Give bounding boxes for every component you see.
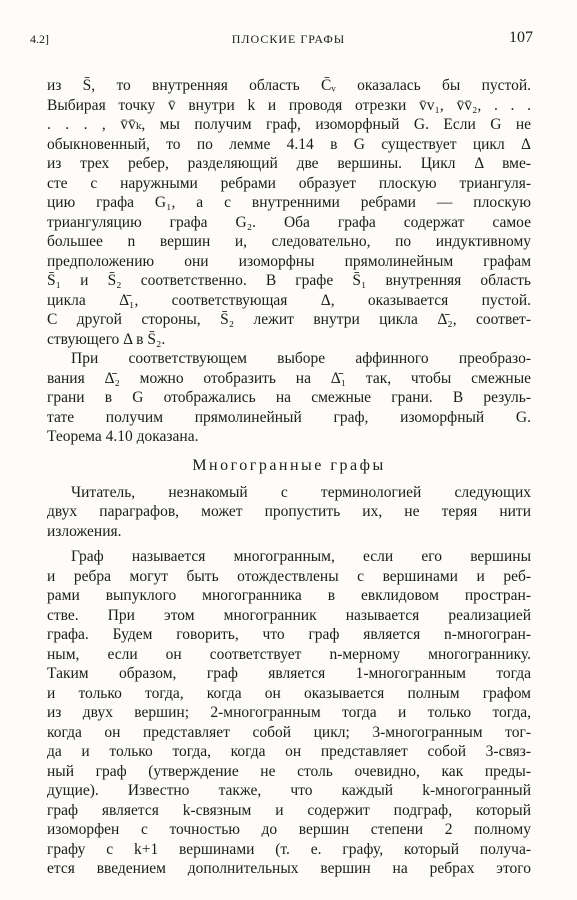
text-line: обыкновенный, то по лемме 4.14 в G существует цикл Δ [47, 135, 531, 153]
text-line: Выбирая точку v̄ внутри k и проводя отрезки v̄v₁, v̄v̄₂, . . . [47, 96, 531, 114]
text-line: из S̄, то внутренняя область C̄ᵥ оказалась бы пустой. [47, 77, 531, 94]
text-line: тате получим прямолинейный граф, изоморфный G. [47, 408, 531, 426]
text-line: изоморфен с точностью до вершин степени 2 полному [47, 821, 531, 838]
running-title: ПЛОСКИЕ ГРАФЫ [231, 32, 346, 46]
text-line: из двух вершин; 2-многогранным тогда и только тогда, [47, 704, 531, 721]
text-line: грани в G отображались на смежные грани. В резуль- [47, 389, 531, 406]
text-line: ным, если он соответствует n-мерному многограннику. [47, 645, 531, 663]
text-line: При соответствующем выборе аффинного преобразо- [71, 350, 531, 367]
text-line: и ребра могут быть отождествлены с вершинами и реб- [47, 567, 531, 585]
text-line: большее n вершин и, следовательно, по индуктивному [47, 233, 531, 250]
text-line: и только тогда, когда он оказывается полным графом [47, 684, 531, 702]
paragraph [47, 76, 531, 349]
page-body [47, 76, 531, 879]
text-line: ствующего Δ в S̄₂. [47, 330, 166, 348]
section-number: 4.2] [30, 32, 49, 46]
text-line: ный граф (утверждение не столь очевидно, как преды- [47, 762, 531, 780]
text-line: графу с k+1 вершинами (т. е. графу, который получа- [47, 840, 531, 858]
text-line: ется введением дополнительных вершин на ребрах этого [47, 860, 531, 877]
text-line: дущие). Известно также, что каждый k-многогранный [47, 782, 531, 799]
text-line: Читатель, незнакомый с терминологией следующих [71, 483, 531, 501]
text-line: сте с наружными ребрами образует плоскую триангуля- [47, 174, 531, 192]
section-heading: Многогранные графы [192, 456, 386, 474]
text-line: С другой стороны, S̄₂ лежит внутри цикла Δ̄₂, соответ- [47, 311, 531, 328]
paragraph [47, 349, 531, 447]
running-header [0, 28, 577, 52]
text-line: Граф называется многогранным, если его вершины [71, 548, 531, 565]
text-line: цикла Δ̄₁, соответствующая Δ, оказывается пустой. [47, 291, 531, 309]
text-line: цию графа G₁, а с внутренними ребрами — плоскую [47, 194, 531, 211]
paragraph [47, 547, 531, 879]
text-line: графа. Будем говорить, что граф является n-многогран- [47, 626, 531, 643]
text-line: . . . , v̄v̄ₖ, мы получим граф, изоморфный G. Если G не [47, 116, 531, 133]
text-line: изложения. [47, 522, 122, 540]
text-line: рами выпуклого многогранника в евклидовом простран- [47, 587, 531, 604]
text-line: когда он представляет собой цикл; 3-многогранным тог- [47, 723, 531, 741]
text-line: триангуляцию графа G₂. Оба графа содержат самое [47, 213, 531, 231]
text-line: вания Δ̄₂ можно отобразить на Δ̄₁ так, чтобы смежные [47, 369, 531, 387]
text-line: да и только тогда, когда он представляет собой 3-связ- [47, 743, 531, 760]
text-line: двух параграфов, может пропустить их, не теряя нити [47, 503, 531, 520]
text-line: Таким образом, граф является 1-многогранным тогда [47, 665, 531, 682]
text-line: S̄₁ и S̄₂ соответственно. В графе S̄₁ внутренняя область [47, 272, 531, 289]
text-line: предположению они изоморфны прямолинейным графам [47, 252, 531, 270]
text-line: стве. При этом многогранник называется реализацией [47, 606, 531, 624]
page-number: 107 [509, 29, 533, 46]
text-line: Теорема 4.10 доказана. [47, 428, 199, 445]
text-line: граф является k-связным и содержит подграф, который [47, 801, 531, 819]
text-line: из трех ребер, разделяющий две вершины. Цикл Δ вме- [47, 155, 531, 172]
paragraph [47, 483, 531, 542]
